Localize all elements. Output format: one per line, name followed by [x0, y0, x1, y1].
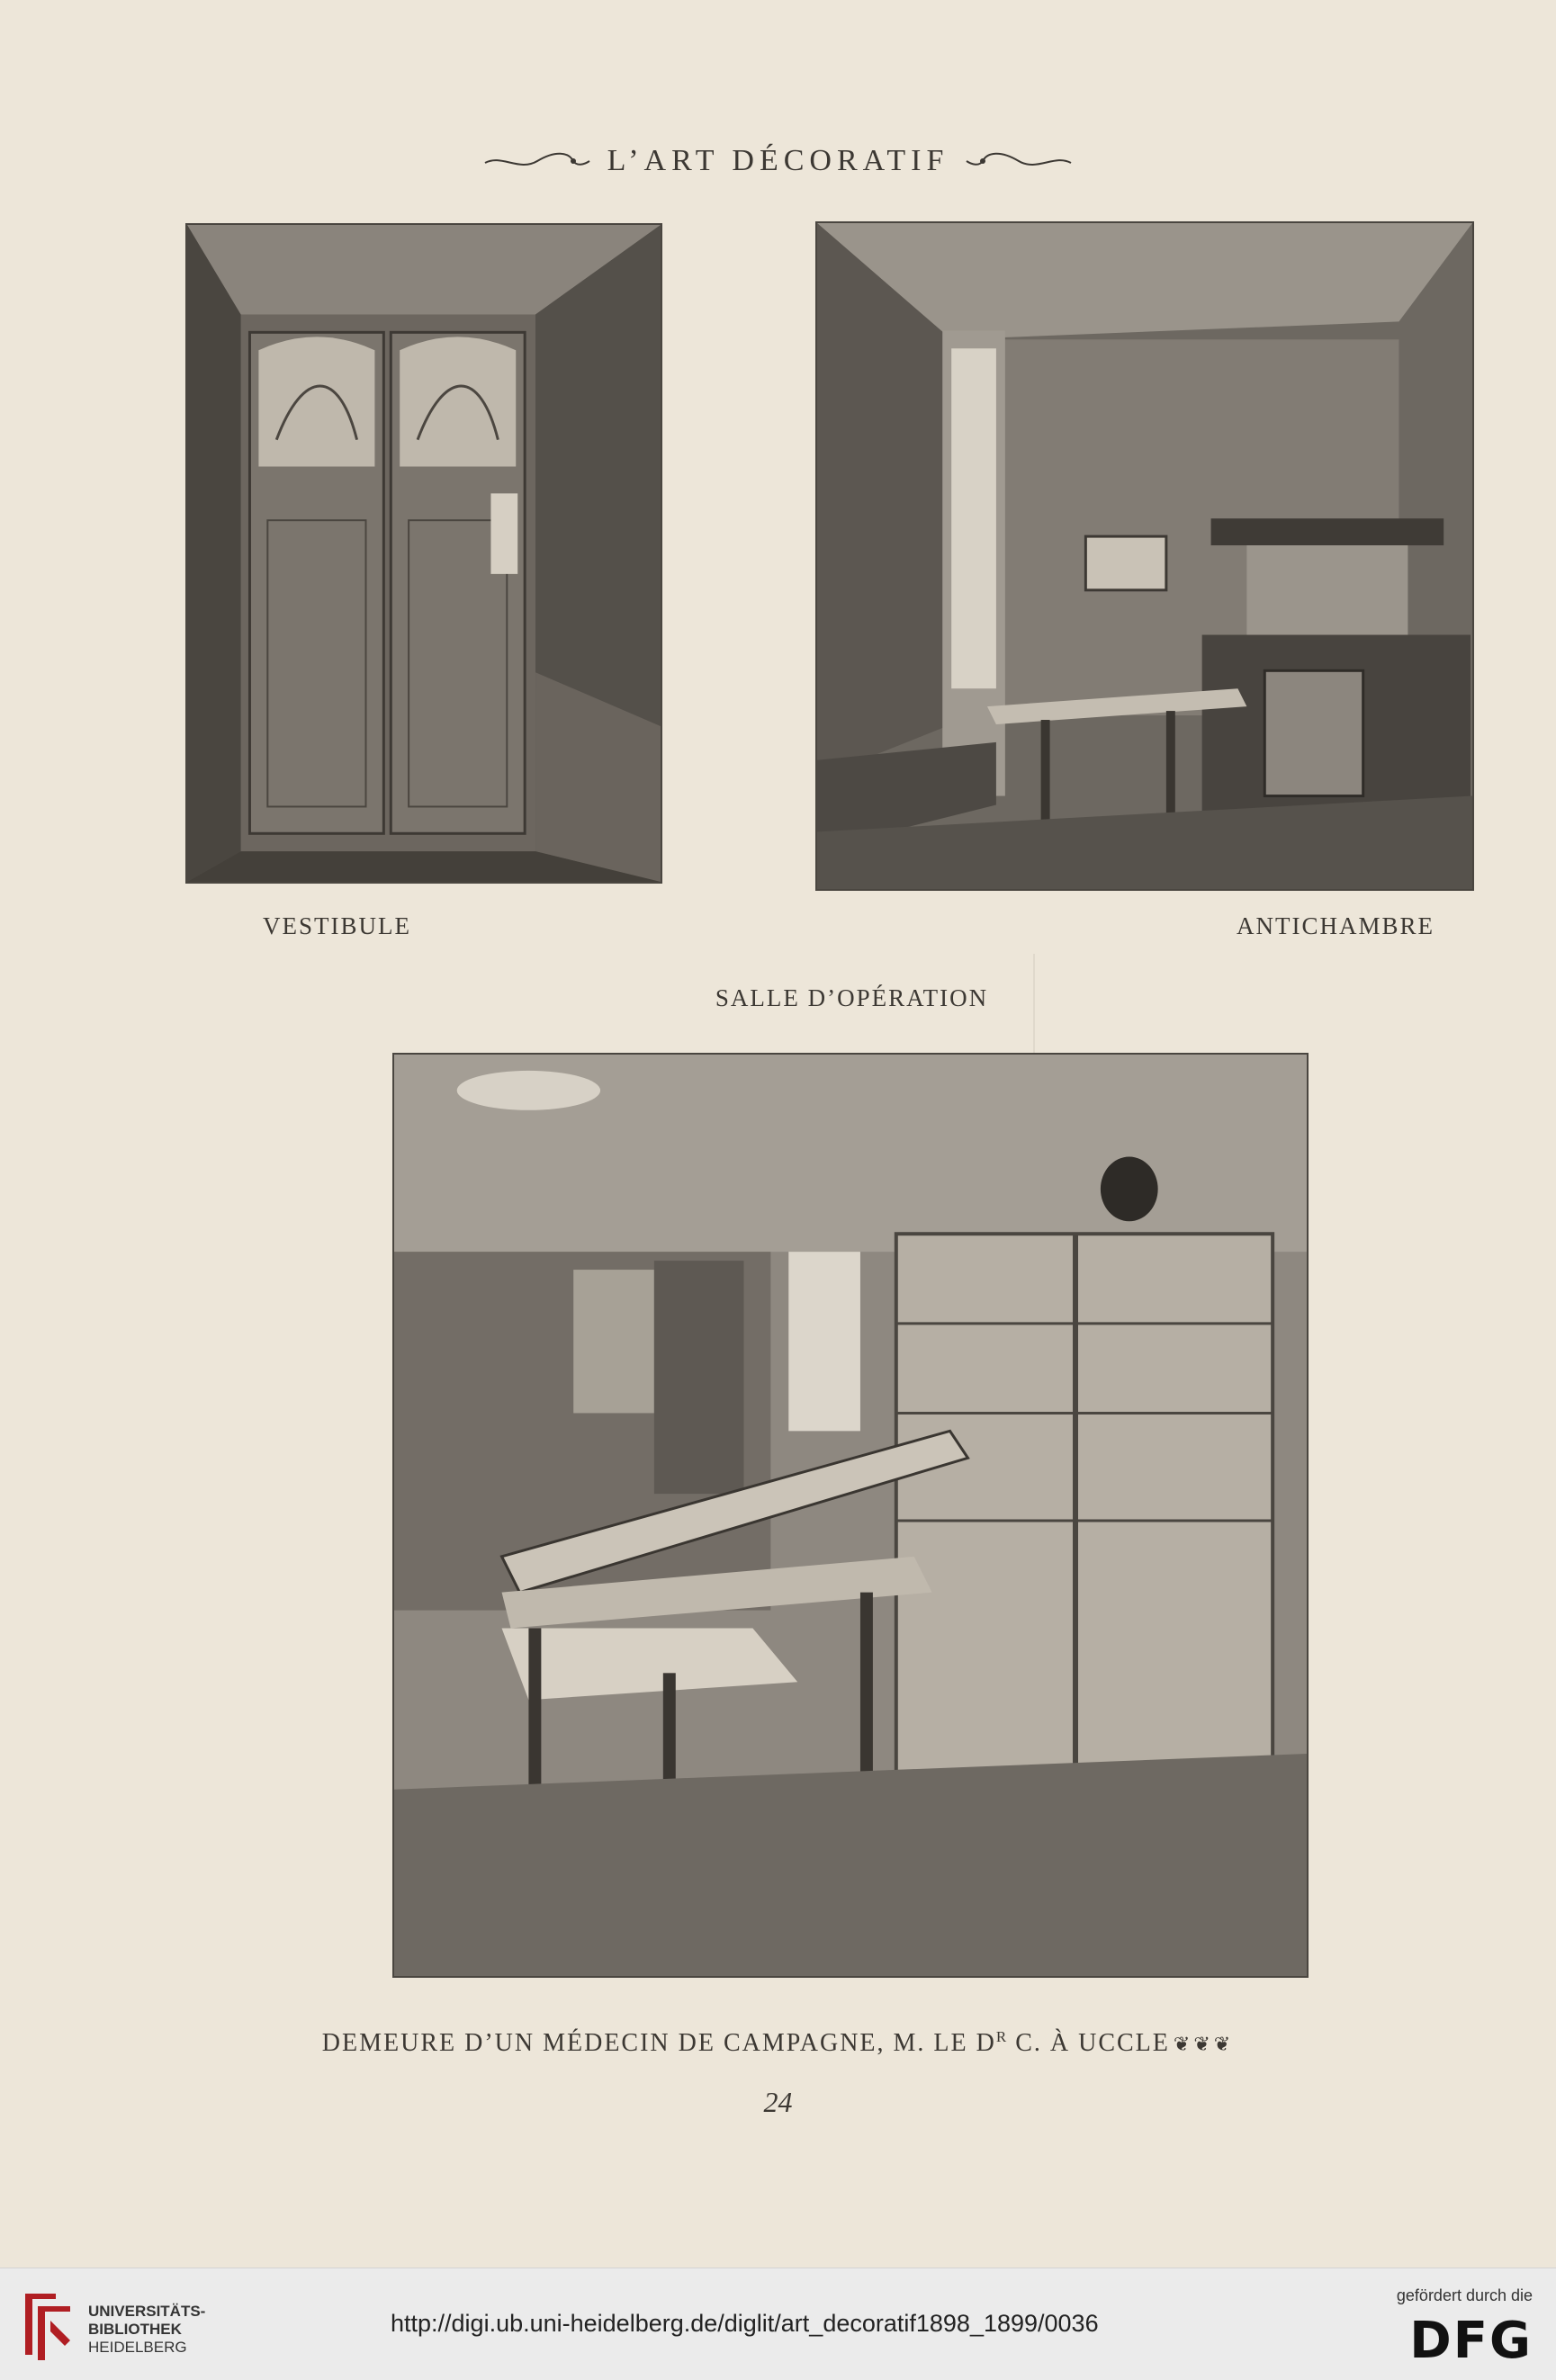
library-name-line3: HEIDELBERG: [88, 2339, 187, 2356]
main-caption-superscript: R: [995, 2028, 1008, 2045]
antichambre-photo: [815, 221, 1474, 891]
caption-antichambre: ANTICHAMBRE: [1237, 912, 1435, 939]
flourish-right-ornament: [965, 150, 1073, 172]
caption-vestibule: VESTIBULE: [263, 912, 411, 939]
viewer-footer: [0, 2268, 1556, 2380]
permalink-url[interactable]: http://digi.ub.uni-heidelberg.de/diglit/art_decoratif1898_1899/0036: [391, 2310, 1099, 2337]
library-name: [88, 2303, 205, 2357]
flourish-left-ornament: [483, 150, 591, 172]
main-caption: [0, 2028, 1556, 2058]
main-caption-suffix: C. À UCCLE: [1007, 2029, 1170, 2057]
vestibule-photo: [185, 223, 662, 884]
page-number: 24: [763, 2086, 793, 2118]
caption-salle-operation: [0, 984, 1556, 1012]
dfg-logo: DFG: [1409, 2312, 1533, 2370]
library-name-line2: BIBLIOTHEK: [88, 2321, 182, 2338]
paper-crease: [1033, 954, 1035, 1053]
running-header-title: L’ART DÉCORATIF: [607, 144, 949, 177]
running-header: [0, 144, 1556, 178]
funded-by-label: gefördert durch die: [1396, 2286, 1533, 2304]
salle-operation-photo: [392, 1053, 1309, 1978]
leaf-ornament-icon: ❦❦❦: [1173, 2033, 1235, 2055]
library-logo-icon: [20, 2285, 76, 2364]
caption-salle-operation-text: SALLE D’OPÉRATION: [715, 984, 989, 1011]
main-caption-text: DEMEURE D’UN MÉDECIN DE CAMPAGNE, M. LE D: [321, 2029, 996, 2057]
library-name-line1: UNIVERSITÄTS-: [88, 2303, 206, 2320]
